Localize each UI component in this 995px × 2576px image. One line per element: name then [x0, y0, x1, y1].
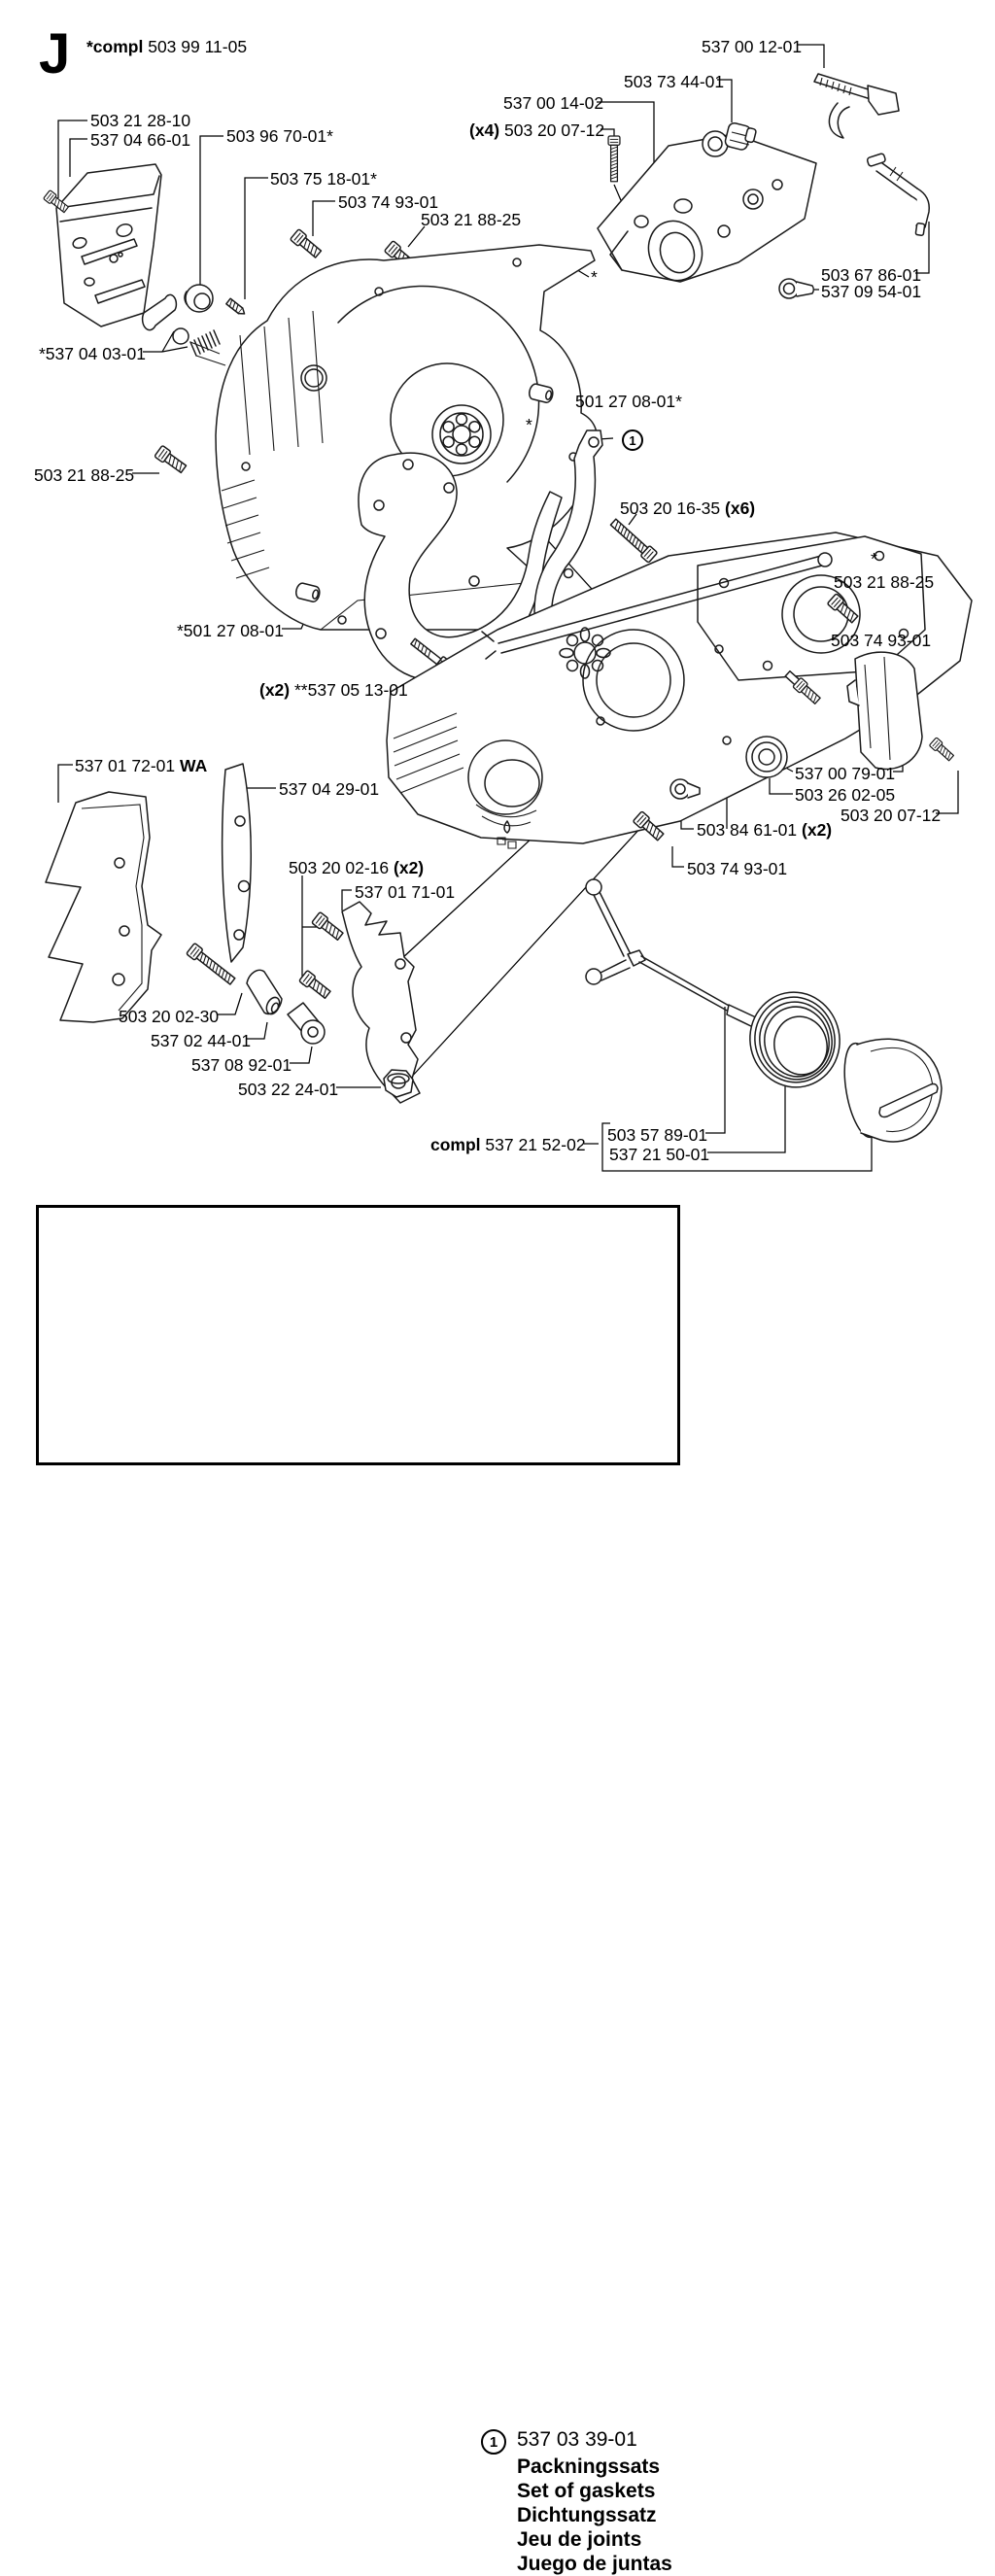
part-number-label: 537 04 66-01: [90, 130, 191, 150]
part-number-label: 503 84 61-01 (x2): [697, 820, 833, 840]
part-number-label: 503 74 93-01: [831, 631, 932, 650]
screw-503218825-left: [154, 445, 188, 474]
callout-1-marker: 1: [481, 2429, 506, 2455]
handle-molding: [814, 74, 899, 138]
screw-503200712-right: [929, 738, 955, 762]
part-number-label: 503 74 93-01: [687, 859, 788, 878]
fuel-cap: [839, 1039, 942, 1142]
part-number-label: 503 21 88-25: [421, 210, 522, 229]
part-number-label: 503 22 24-01: [238, 1080, 339, 1099]
part-number-label: 503 67 86-01: [821, 265, 922, 285]
inner-guard-plate: [223, 764, 252, 962]
stud-503751801: [226, 298, 247, 316]
part-number-label: 503 20 16-35 (x6): [620, 498, 756, 518]
part-number-label: (x4) 503 20 07-12: [469, 120, 605, 140]
side-cover: [847, 652, 922, 769]
part-number-label: (x2) **537 05 13-01: [259, 680, 408, 700]
title-compl-prefix: *compl: [86, 37, 144, 56]
gasket-set-names: [517, 2455, 672, 2576]
pin-ball-spring: [143, 294, 225, 365]
gasket-name-es: Juego de juntas: [517, 2553, 672, 2575]
callout-1-marker: 1: [622, 429, 643, 451]
gasket-name-en: Set of gaskets: [517, 2480, 656, 2502]
gasket-set-box: [36, 1205, 680, 2575]
part-number-label: 537 00 12-01: [702, 37, 803, 56]
part-number-label: 503 20 02-16 (x2): [289, 858, 425, 877]
part-number-label: 501 27 08-01*: [575, 392, 682, 411]
tank-vent-assembly: [586, 879, 775, 1036]
gasket-name-sv: Packningssats: [517, 2456, 661, 2478]
part-number-label: 503 21 28-10: [90, 111, 191, 130]
part-number-label: compl 537 21 52-02: [430, 1135, 586, 1154]
screw-503200216-a: [312, 911, 345, 942]
screw-503200712-x4: [608, 136, 620, 182]
part-number-label: 537 08 92-01: [191, 1055, 292, 1075]
part-number-label: 503 20 07-12: [841, 806, 942, 825]
part-number-label: 503 20 02-30: [119, 1007, 220, 1026]
part-number-label: 503 21 88-25: [834, 572, 935, 592]
bar-plate: [56, 164, 161, 326]
title-part-number: 503 99 11-05: [143, 37, 248, 56]
part-number-label: 537 00 14-02: [503, 93, 604, 113]
gasket-name-fr: Jeu de joints: [517, 2528, 642, 2551]
bar-nut: [384, 1070, 413, 1097]
part-number-label: 537 21 50-01: [609, 1145, 710, 1164]
tank-seal-ring: [741, 984, 848, 1096]
part-number-label: 537 01 72-01 WA: [75, 756, 208, 775]
screw-503200216-b: [299, 970, 332, 1000]
sleeve-537089201: [288, 1003, 325, 1044]
part-number-label: 503 73 44-01: [624, 72, 725, 91]
spike-guard-wa: [46, 792, 161, 1022]
assembly-title: [86, 37, 247, 57]
gasket-name-de: Dichtungssatz: [517, 2504, 657, 2526]
engine-plate: [598, 131, 816, 288]
part-number-label: 503 21 88-25: [34, 465, 135, 485]
part-number-label: *: [591, 267, 598, 287]
part-number-label: 537 01 71-01: [355, 882, 456, 902]
part-number-label: *: [526, 415, 532, 434]
section-letter: J: [39, 22, 69, 86]
spacer-537024401: [247, 970, 282, 1015]
fuel-line: [867, 153, 929, 235]
part-number-label: 503 96 70-01*: [226, 126, 333, 146]
part-number-label: *: [871, 549, 877, 568]
part-number-label: 537 00 79-01: [795, 764, 896, 783]
part-number-label: 503 74 93-01: [338, 192, 439, 212]
part-number-label: 503 75 18-01*: [270, 169, 377, 189]
oil-seal-small: [746, 737, 787, 777]
part-number-label: 537 02 44-01: [151, 1031, 252, 1050]
screw-503201635-x6: [608, 517, 657, 563]
grommet-50396-7001: [185, 285, 213, 312]
screw-503749301-top: [291, 229, 324, 259]
part-number-label: 503 26 02-05: [795, 785, 896, 805]
gasket-set-part-number: 537 03 39-01: [517, 2428, 637, 2451]
part-number-label: *537 04 03-01: [39, 344, 146, 363]
part-number-label: 537 04 29-01: [279, 779, 380, 799]
part-number-label: *501 27 08-01: [177, 621, 284, 640]
part-number-label: 503 57 89-01: [607, 1125, 708, 1145]
plug-537095401: [779, 279, 813, 298]
part-number-label: 537 09 54-01: [821, 282, 922, 301]
